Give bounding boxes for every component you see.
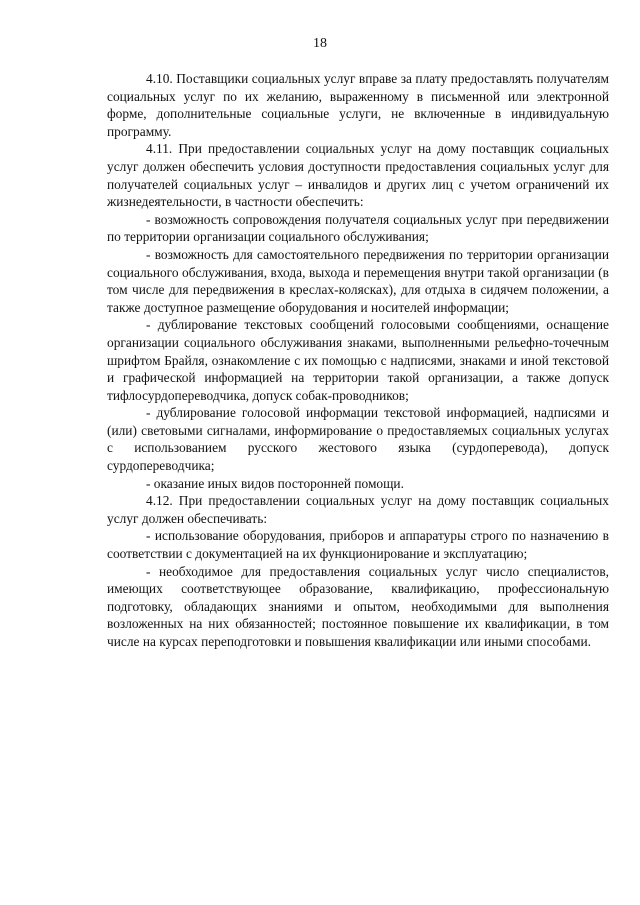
list-item-independent-movement: - возможность для самостоятельного передвижения по территории организации социального обслуживания, входа, выхода и перемещения внутри такой организации (в том числе для передвижения в креслах-колясках), для отдыха в сидячем положении, а также доступное размещение оборудования и носителей информации;: [107, 246, 609, 315]
list-item-text-duplication: - дублирование голосовой информации текстовой информацией, надписями и (или) световыми сигналами, информирование о предоставляемых социальных услугах с использованием русского жестового языка (сурдоперевода), допуск сурдопереводчика;: [107, 405, 609, 474]
page-number: 18: [313, 36, 327, 51]
document-body: [107, 70, 609, 651]
list-item-other-assistance: - оказание иных видов посторонней помощи.: [146, 475, 404, 491]
paragraph-4-11: 4.11. При предоставлении социальных услуг на дому поставщик социальных услуг должен обеспечить условия доступности предоставления социальных услуг для получателей социальных услуг – инвалидов и других лиц с учетом ограничений их жизнедеятельности, в частности обеспечить:: [107, 141, 609, 210]
list-item-specialists: - необходимое для предоставления социальных услуг число специалистов, имеющих соответствующее образование, квалификацию, профессиональную подготовку, обладающих знаниями и опытом, необходимыми для выполнения возложенных на них обязанностей; постоянное повышение их квалификации, в том числе на курсах переподготовки и повышения квалификации или иными способами.: [107, 563, 609, 649]
paragraph-4-12: 4.12. При предоставлении социальных услуг на дому поставщик социальных услуг должен обеспечивать:: [107, 493, 609, 526]
paragraph-4-10: 4.10. Поставщики социальных услуг вправе за плату предоставлять получателям социальных услуг по их желанию, выраженному в письменной или электронной форме, дополнительные социальные услуги, не включенные в индивидуальную программу.: [107, 71, 609, 139]
list-item-escort: - возможность сопровождения получателя социальных услуг при передвижении по территории организации социального обслуживания;: [107, 211, 609, 245]
list-item-voice-duplication: - дублирование текстовых сообщений голосовыми сообщениями, оснащение организации социального обслуживания знаками, выполненными рельефно-точечным шрифтом Брайля, ознакомление с их помощью с надписями, знаками и иной текстовой и графической информацией на территории такой организации, а также допуск тифлосурдопереводчика, допуск собак-проводников;: [107, 317, 609, 403]
list-item-equipment-use: - использование оборудования, приборов и аппаратуры строго по назначению в соответствии с документацией на их функционирование и эксплуатацию;: [107, 528, 609, 562]
